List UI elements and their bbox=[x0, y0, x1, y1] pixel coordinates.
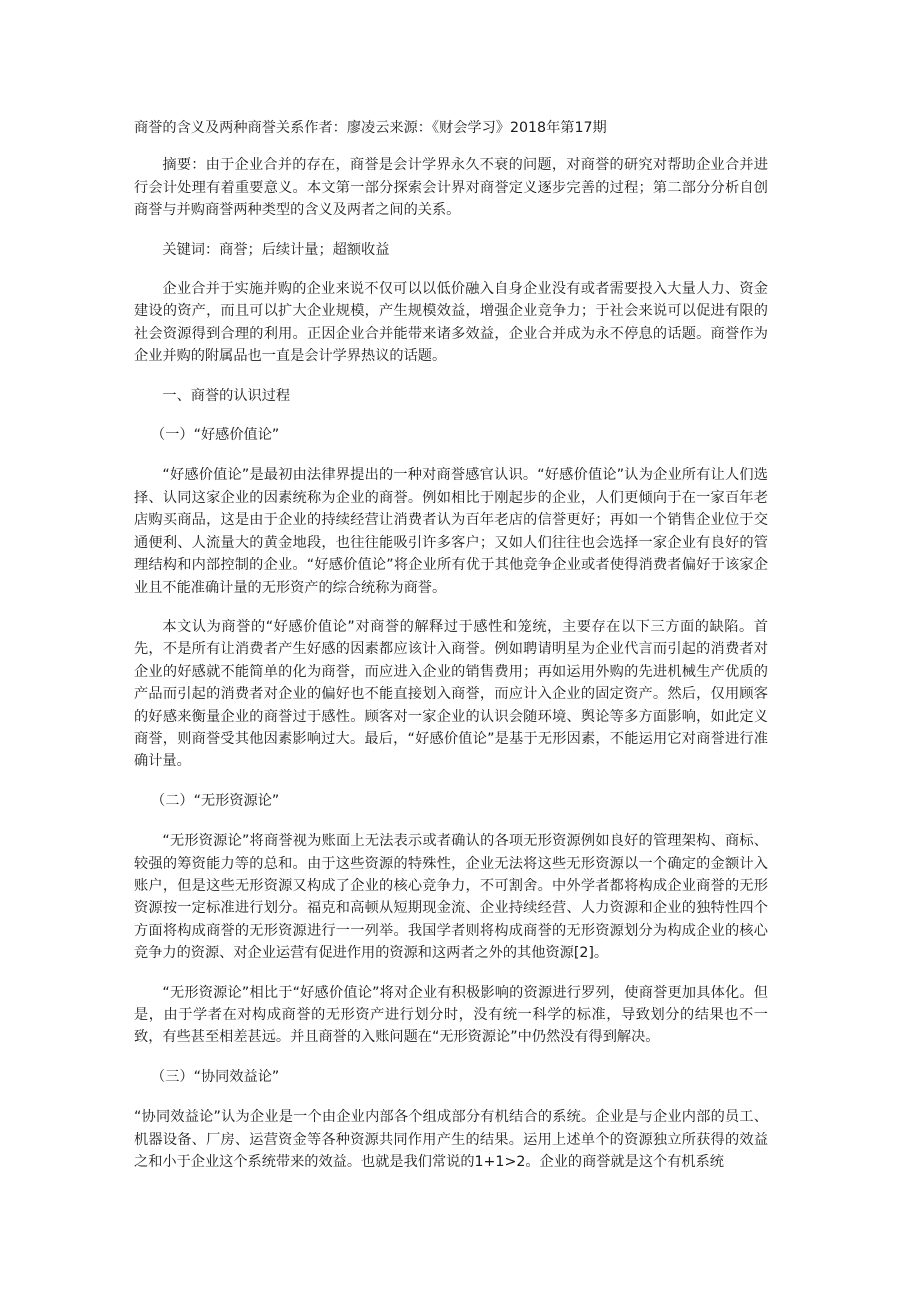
subsection-heading-1: （一）“好感价值论” bbox=[151, 427, 280, 444]
section-heading-1: 一、商誉的认识过程 bbox=[162, 387, 291, 404]
subsection-1-paragraph-1: “好感价值论”是最初由法律界提出的一种对商誉感官认识。“好感价值论”认为企业所有让人们选择、认同这家企业的因素统称为企业的商誉。例如相比于刚起步的企业，人们更倾向于在一家百年老店购买商品，这是由于企业的持续经营让消费者认为百年老店的信誉更好；再如一个销售企业位于交通便利、人流量大的黄金地段，也往往能吸引许多客户；又如人们往往也会选择一家企业有良好的管理结构和内部控制的企业。“好感价值论”将企业所有优于其他竞争企业或者使得消费者偏好于该家企业且不能准确计量的无形资产的综合统称为商誉。 bbox=[134, 467, 768, 596]
subsection-heading-2: （二）“无形资源论” bbox=[151, 792, 280, 809]
subsection-2-paragraph-1: “无形资源论”将商誉视为账面上无法表示或者确认的各项无形资源例如良好的管理架构、商标、较强的筹资能力等的总和。由于这些资源的特殊性，企业无法将这些无形资源以一个确定的金额计入账户，但是这些无形资源又构成了企业的核心竞争力，不可割舍。中外学者都将构成企业商誉的无形资源按一定标准进行划分。福克和高顿从短期现金流、企业持续经营、人力资源和企业的独特性四个方面将构成商誉的无形资源进行一一列举。我国学者则将构成商誉的无形资源划分为构成企业的核心竞争力的资源、对企业运营有促进作用的资源和这两者之外的其他资源[2]。 bbox=[134, 833, 768, 962]
intro-paragraph: 企业合并于实施并购的企业来说不仅可以以低价融入自身企业没有或者需要投入大量人力、资金建设的资产，而且可以扩大企业规模，产生规模效益，增强企业竞争力；于社会来说可以促进有限的社会资源得到合理的利用。正因企业合并能带来诸多效益，企业合并成为永不停息的话题。商誉作为企业并购的附属品也一直是会计学界热议的话题。 bbox=[134, 281, 768, 365]
subsection-heading-3: （三）“协同效益论” bbox=[151, 1068, 280, 1085]
subsection-3-paragraph-1: “协同效益论”认为企业是一个由企业内部各个组成部分有机结合的系统。企业是与企业内部的员工、机器设备、厂房、运营资金等各种资源共同作用产生的结果。运用上述单个的资源独立所获得的效益之和小于企业这个系统带来的效益。也就是我们常说的1+1>2。企业的商誉就是这个有机系统 bbox=[134, 1109, 768, 1171]
abstract-paragraph: 摘要：由于企业合并的存在，商誉是会计学界永久不衰的问题，对商誉的研究对帮助企业合并进行会计处理有着重要意义。本文第一部分探索会计界对商誉定义逐步完善的过程；第二部分分析自创商誉与并购商誉两种类型的含义及两者之间的关系。 bbox=[134, 157, 768, 219]
article-title-line: 商誉的含义及两种商誉关系作者：廖凌云来源：《财会学习》2018年第17期 bbox=[134, 120, 607, 136]
document-page bbox=[134, 117, 768, 1190]
subsection-1-paragraph-2: 本文认为商誉的“好感价值论”对商誉的解释过于感性和笼统，主要存在以下三方面的缺陷。首先，不是所有让消费者产生好感的因素都应该计入商誉。例如聘请明星为企业代言而引起的消费者对企业的好感就不能简单的化为商誉，而应进入企业的销售费用；再如运用外购的先进机械生产优质的产品而引起的消费者对企业的偏好也不能直接划入商誉，而应计入企业的固定资产。然后，仅用顾客的好感来衡量企业的商誉过于感性。顾客对一家企业的认识会随环境、舆论等多方面影响，如此定义商誉，则商誉受其他因素影响过大。最后，“好感价值论”是基于无形因素，不能运用它对商誉进行准确计量。 bbox=[134, 618, 768, 770]
keywords-line: 关键词：商誉；后续计量；超额收益 bbox=[162, 241, 390, 258]
subsection-2-paragraph-2: “无形资源论”相比于“好感价值论”将对企业有积极影响的资源进行罗列，使商誉更加具体化。但是，由于学者在对构成商誉的无形资产进行划分时，没有统一科学的标准，导致划分的结果也不一致，有些甚至相差甚远。并且商誉的入账问题在“无形资源论”中仍然没有得到解决。 bbox=[134, 984, 768, 1046]
